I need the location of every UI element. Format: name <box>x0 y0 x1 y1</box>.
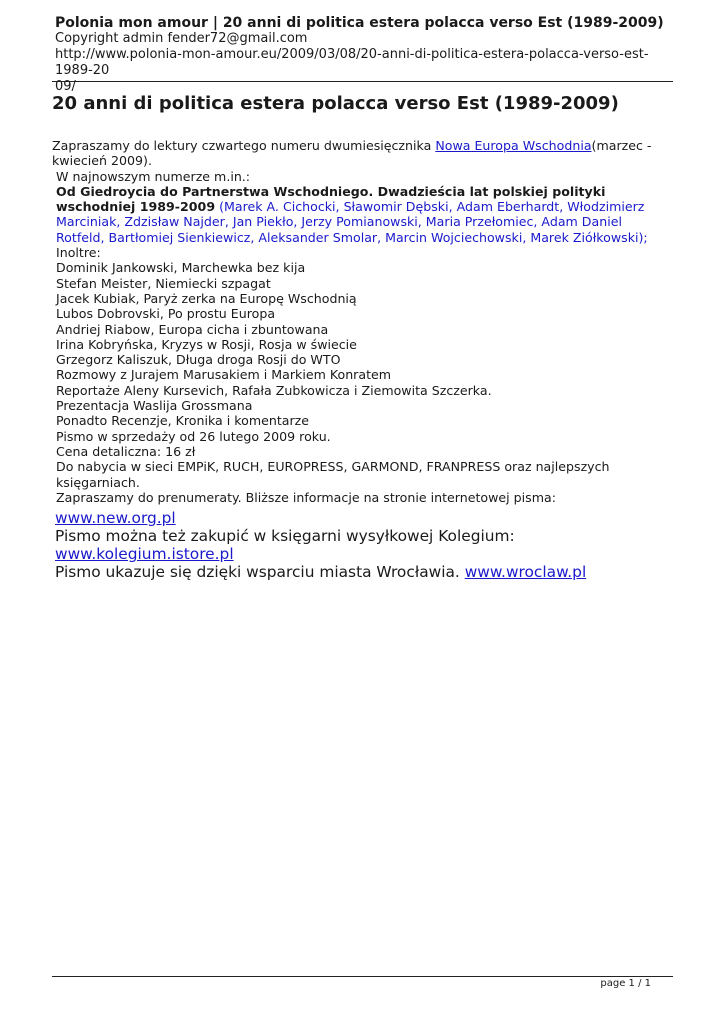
page-header <box>55 15 675 95</box>
kolegium-paragraph <box>52 545 673 563</box>
neworg-link[interactable]: www.new.org.pl <box>55 509 176 528</box>
list-item: Irina Kobryńska, Kryzys w Rosji, Rosja w świecie <box>56 336 357 352</box>
wroclaw-link[interactable]: www.wroclaw.pl <box>464 563 587 582</box>
footer-divider <box>52 976 673 977</box>
intro-text: Zapraszamy do lektury czwartego numeru dwumiesięcznika <box>52 138 436 153</box>
kolegium-link[interactable]: www.kolegium.istore.pl <box>55 545 234 564</box>
header-url: http://www.polonia-mon-amour.eu/2009/03/08/20-anni-di-politica-estera-polacca-verso-est-1989-20 <box>55 47 649 78</box>
list-item: Jacek Kubiak, Paryż zerka na Europę Wschodnią <box>56 290 357 306</box>
intro-paragraph <box>52 138 673 169</box>
feature-paragraph <box>52 184 673 245</box>
feature-authors: (Marek A. Cichocki, Sławomir Dębski, Adam Eberhardt, Włodzimierz Marciniak, Zdzisław Najder, Jan Piekło, Jerzy Pomianowski, Maria Przełomiec, Adam Daniel Rotfeld, Bartłomiej Sienkiewicz, Aleksander Smolar, Marcin Wojciechowski, Marek Ziółkowski); <box>56 199 648 245</box>
list-item: Ponadto Recenzje, Kronika i komentarze <box>56 413 310 429</box>
header-url-continued: 09/ <box>55 79 76 94</box>
list-item: Rozmowy z Jurajem Marusakiem i Markiem Konratem <box>56 367 392 383</box>
list-item: Grzegorz Kaliszuk, Długa droga Rosji do WTO <box>56 352 341 368</box>
list-item: Prezentacja Waslija Grossmana <box>56 398 253 414</box>
subscribe-text: Zapraszamy do prenumeraty. Bliższe informacje na stronie internetowej pisma: <box>56 489 556 505</box>
list-item: Cena detaliczna: 16 zł <box>56 443 196 459</box>
article-body <box>52 138 673 581</box>
bookstore-text: Pismo można też zakupić w księgarni wysyłkowej Kolegium: <box>55 527 515 546</box>
list-item: Dominik Jankowski, Marchewka bez kija <box>56 260 306 276</box>
header-title: Polonia mon amour | 20 anni di politica estera polacca verso Est (1989-2009) <box>55 15 664 31</box>
article-title: 20 anni di politica estera polacca verso Est (1989-2009) <box>52 93 619 114</box>
list-item: Lubos Dobrovski, Po prostu Europa <box>56 306 276 322</box>
in-issue-label: W najnowszym numerze m.in.: <box>56 168 251 184</box>
neworg-paragraph <box>52 509 673 527</box>
list-item: Stefan Meister, Niemiecki szpagat <box>56 275 271 291</box>
distribution-text: Do nabycia w sieci EMPiK, RUCH, EUROPRESS, GARMOND, FRANPRESS oraz najlepszych księgarniach. <box>56 459 610 490</box>
feature-title: Od Giedroycia do Partnerstwa Wschodniego. Dwadzieścia lat polskiej polityki wschodniej 1989-2009 <box>56 183 606 215</box>
header-copyright: Copyright admin fender72@gmail.com <box>55 31 308 46</box>
contents-list <box>52 245 673 459</box>
header-divider <box>52 81 673 82</box>
list-item: Andriej Riabow, Europa cicha i zbuntowana <box>56 321 329 337</box>
page-number: page 1 / 1 <box>600 978 651 989</box>
support-text: Pismo ukazuje się dzięki wsparciu miasta Wrocławia. <box>55 563 465 582</box>
list-item: Inoltre: <box>56 245 101 261</box>
nowa-europa-link[interactable]: Nowa Europa Wschodnia <box>435 138 592 153</box>
list-item: Pismo w sprzedaży od 26 lutego 2009 roku. <box>56 428 331 444</box>
intro-date: (marzec - kwiecień 2009). <box>52 138 652 169</box>
list-item: Reportaże Aleny Kursevich, Rafała Zubkowicza i Ziemowita Szczerka. <box>56 382 492 398</box>
support-paragraph <box>52 563 673 581</box>
